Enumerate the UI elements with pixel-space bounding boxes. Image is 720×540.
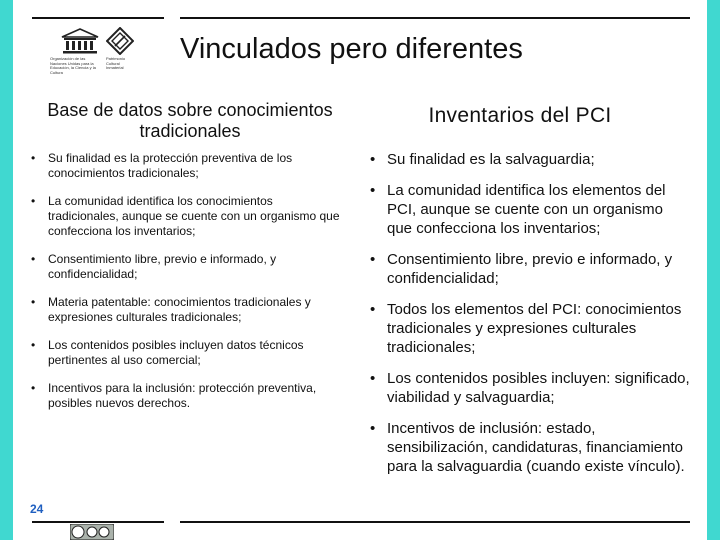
ich-caption: Patrimonio Cultural Inmaterial (106, 56, 126, 71)
right-column-heading: Inventarios del PCI (428, 104, 612, 127)
bottom-rule-right (180, 521, 690, 523)
unesco-caption: Organización de las Naciones Unidas para la Educación, la Ciencia y la Cultura (50, 56, 96, 75)
left-bullet-list (48, 151, 343, 411)
page-number: 24 (30, 502, 44, 516)
list-item: • La comunidad identifica los conocimientos tradicionales, aunque se cuente con un organismo que confecciona los inventarios; (48, 194, 343, 239)
top-rule-right (180, 17, 690, 19)
ich-logo-icon (106, 27, 134, 55)
right-frame-bar (707, 0, 720, 540)
unesco-logo-icon (60, 27, 100, 55)
slide-title: Vinculados pero diferentes (180, 33, 523, 65)
list-item: • Incentivos para la inclusión: protección preventiva, posibles nuevos derechos. (48, 381, 343, 411)
list-item: • Consentimiento libre, previo e informado, y confidencialidad; (387, 250, 692, 288)
unesco-ich-logo (50, 27, 140, 79)
list-item: • Consentimiento libre, previo e informado, y confidencialidad; (48, 252, 343, 282)
list-item: • Incentivos de inclusión: estado, sensibilización, candidaturas, financiamiento para la salvaguardia (cuando existe vínculo). (387, 419, 692, 476)
left-column-heading: Base de datos sobre conocimientos tradicionales (47, 100, 333, 141)
list-item: • Su finalidad es la salvaguardia; (387, 150, 692, 169)
bottom-rule-left (32, 521, 164, 523)
creative-commons-icon (70, 524, 114, 540)
top-rule-left (32, 17, 164, 19)
right-bullet-list (387, 150, 692, 476)
list-item: • Su finalidad es la protección preventiva de los conocimientos tradicionales; (48, 151, 343, 181)
list-item: • Los contenidos posibles incluyen: significado, viabilidad y salvaguardia; (387, 369, 692, 407)
list-item: • Los contenidos posibles incluyen datos técnicos pertinentes al uso comercial; (48, 338, 343, 368)
list-item: • Todos los elementos del PCI: conocimientos tradicionales y expresiones culturales tradicionales; (387, 300, 692, 357)
list-item: • Materia patentable: conocimientos tradicionales y expresiones culturales tradicionales; (48, 295, 343, 325)
list-item: • La comunidad identifica los elementos del PCI, aunque se cuente con un organismo que confecciona los inventarios; (387, 181, 692, 238)
left-frame-bar (0, 0, 13, 540)
